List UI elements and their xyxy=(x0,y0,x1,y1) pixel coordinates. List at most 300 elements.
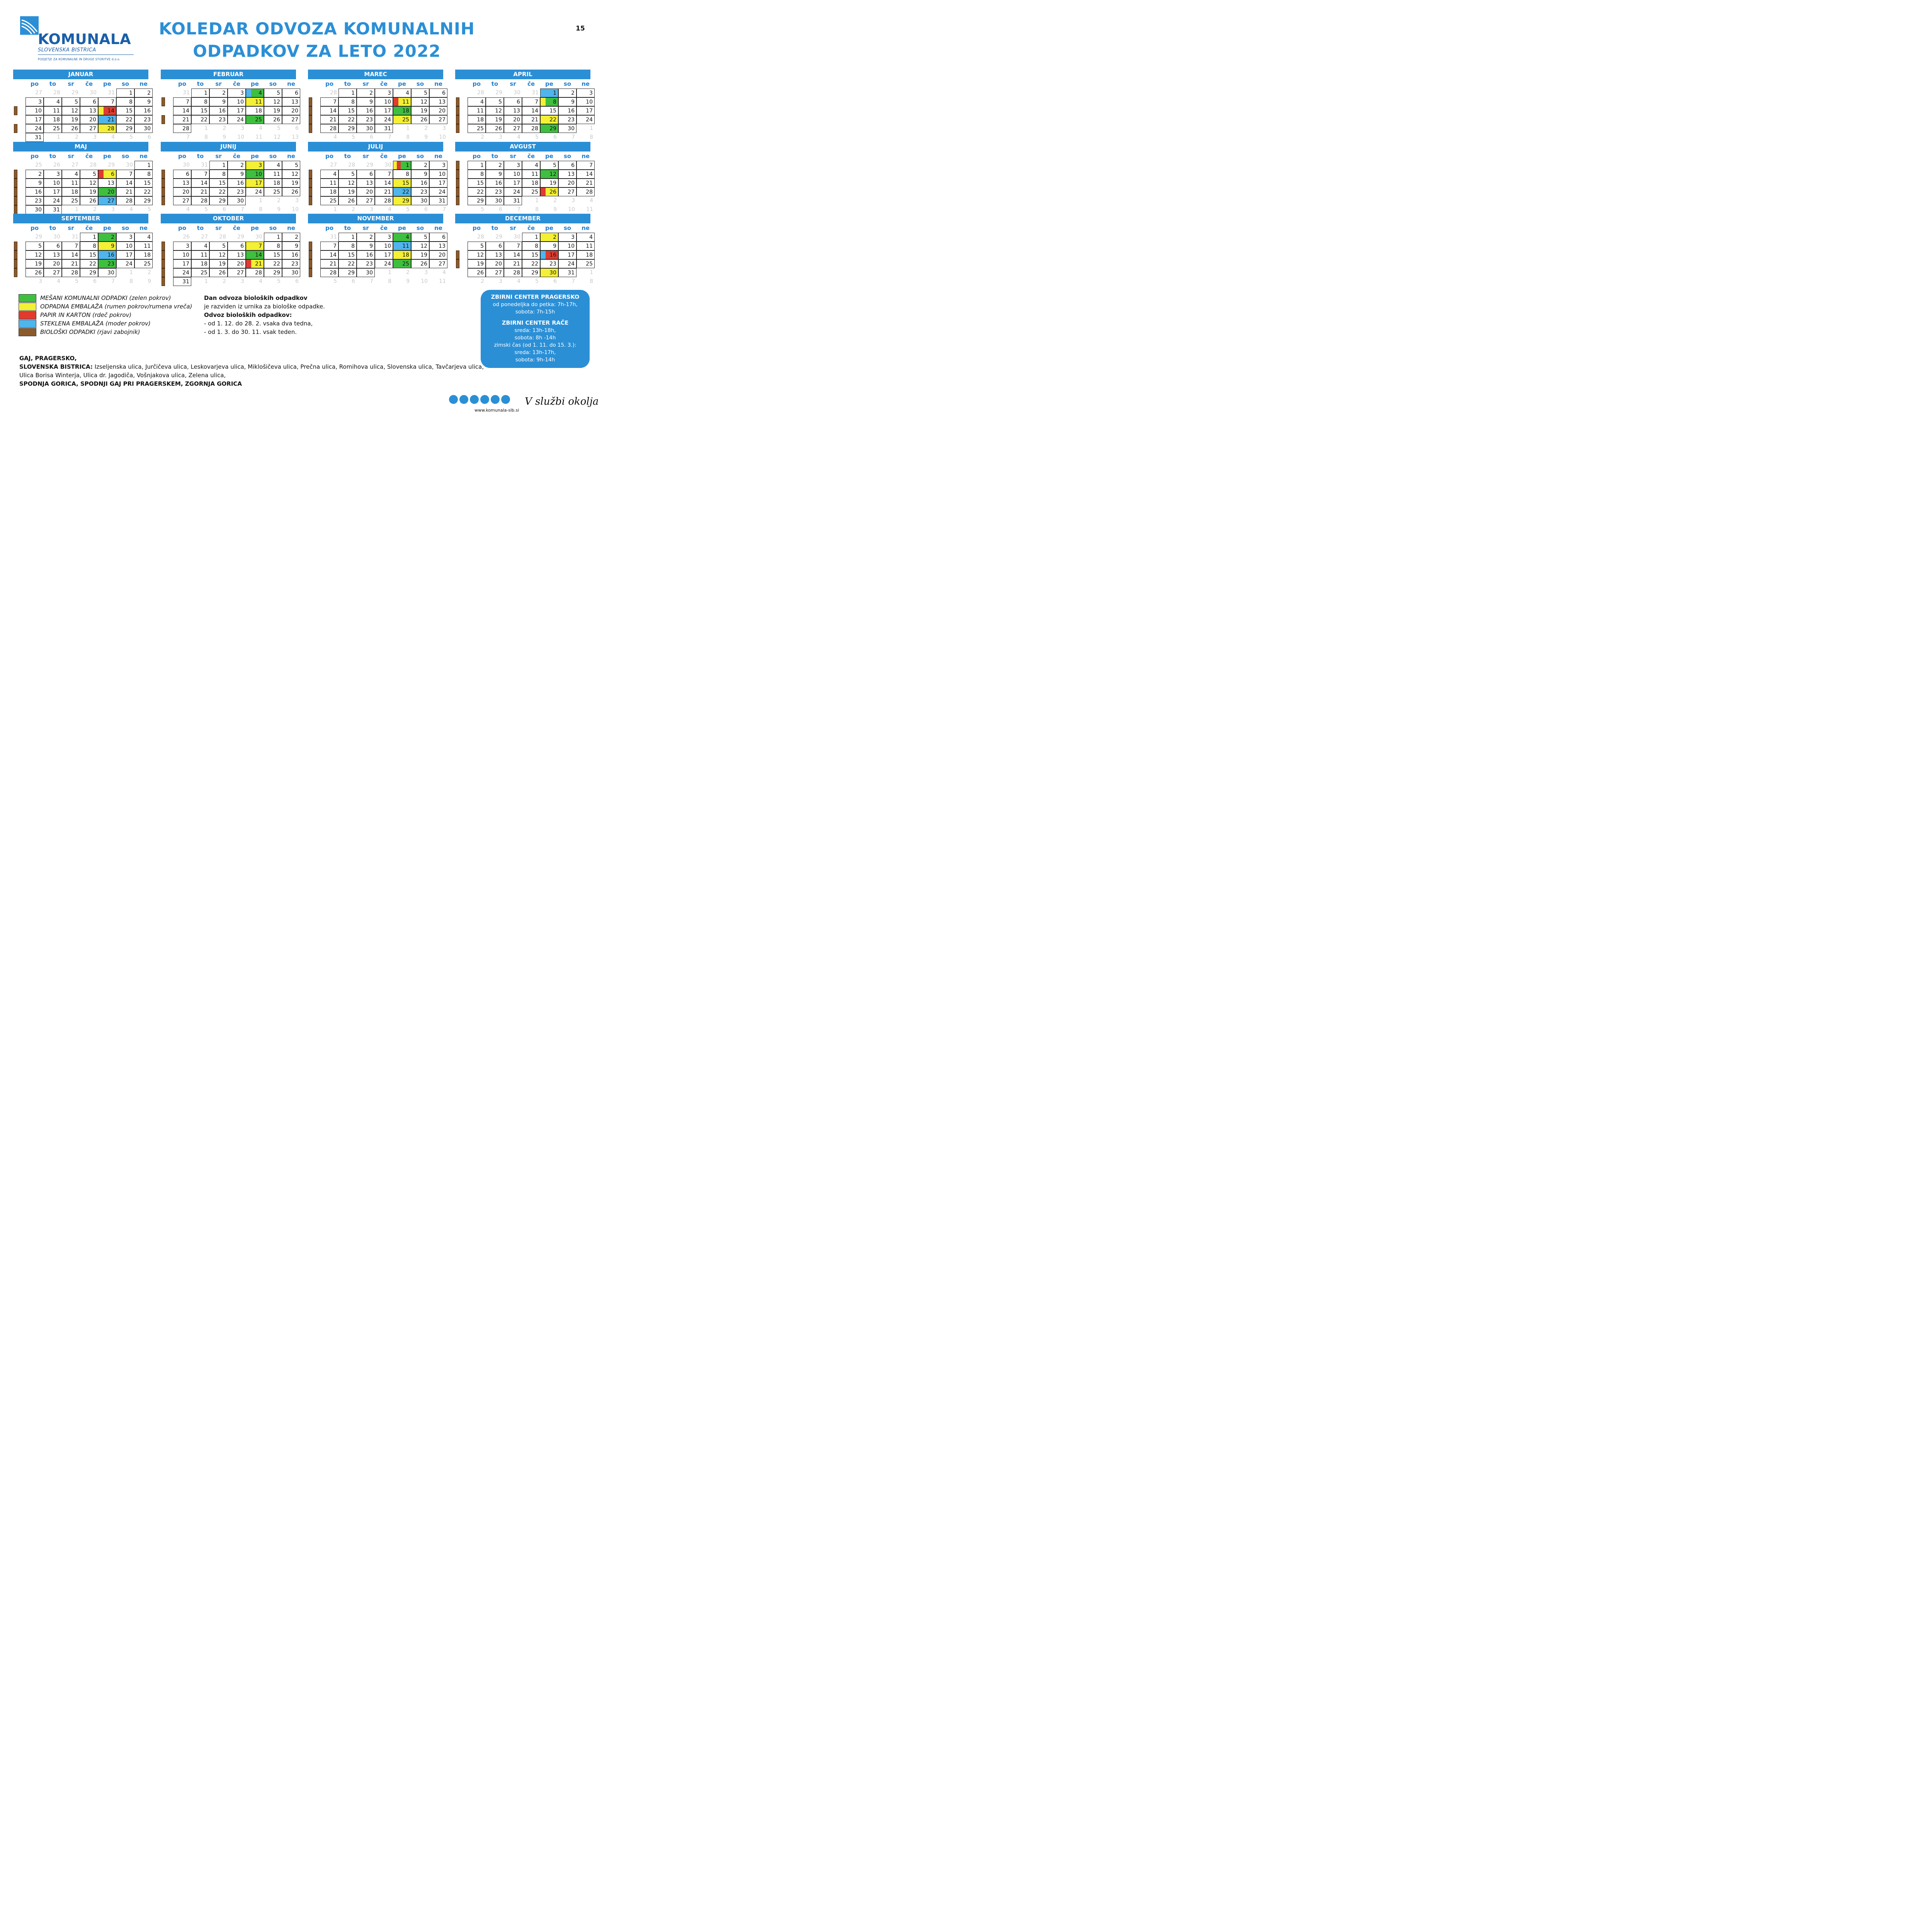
bio-waste-marker xyxy=(456,196,459,205)
calendar-day: 26 xyxy=(486,124,504,133)
calendar-day: 11 xyxy=(320,179,338,187)
calendar-day: 23 xyxy=(486,187,504,196)
calendar-day: 14 xyxy=(191,179,209,187)
weekday-sr: sr xyxy=(215,153,222,160)
weekday-header xyxy=(320,79,444,89)
weekday-header xyxy=(173,152,297,161)
calendar-day-outside: 5 xyxy=(204,206,208,213)
calendar-day: 13 xyxy=(504,106,522,115)
bio-waste-marker xyxy=(14,124,17,133)
weekday-pe: pe xyxy=(398,225,406,232)
weekday-sr: sr xyxy=(362,153,369,160)
month-title: DECEMBER xyxy=(455,214,590,223)
calendar-day: 5 xyxy=(540,161,558,170)
calendar-day-outside: 27 xyxy=(201,234,208,240)
calendar-day-outside: 3 xyxy=(499,134,502,140)
weekday-če: če xyxy=(527,153,535,160)
bio-waste-marker xyxy=(14,196,17,205)
calendar-day: 12 xyxy=(486,106,504,115)
centre-pragersko-hours-2: sobota: 7h-15h xyxy=(515,309,555,315)
calendar-day: 13 xyxy=(282,97,300,106)
weekday-header xyxy=(468,152,591,161)
calendar-day: 25 xyxy=(522,187,540,196)
water-icon xyxy=(470,395,479,404)
weekday-po: po xyxy=(472,80,481,87)
calendar-day: 21 xyxy=(246,259,264,268)
bus-icon xyxy=(480,395,489,404)
calendar-day-outside: 11 xyxy=(255,134,262,140)
calendar-day: 27 xyxy=(558,187,577,196)
weekday-če: če xyxy=(233,153,241,160)
calendar-day: 29 xyxy=(338,268,357,277)
calendar-day: 20 xyxy=(429,250,447,259)
calendar-day: 19 xyxy=(411,106,429,115)
calendar-day: 2 xyxy=(558,89,577,97)
calendar-day: 13 xyxy=(558,170,577,179)
address-line-2 xyxy=(19,363,484,370)
calendar-day: 1 xyxy=(191,89,209,97)
weekday-če: če xyxy=(527,225,535,232)
calendar-day: 8 xyxy=(540,97,558,106)
bio-waste-marker xyxy=(309,250,312,259)
calendar-day-outside: 7 xyxy=(111,278,115,284)
calendar-day: 29 xyxy=(264,268,282,277)
weekday-pe: pe xyxy=(103,80,111,87)
weekday-header xyxy=(468,79,591,89)
calendar-day-outside: 5 xyxy=(352,134,355,140)
collection-mark-blue xyxy=(541,251,546,259)
calendar-day-outside: 8 xyxy=(388,278,391,284)
calendar-day: 7 xyxy=(173,97,191,106)
calendar-day: 30 xyxy=(98,268,116,277)
calendar-day: 21 xyxy=(191,187,209,196)
calendar-day: 21 xyxy=(504,259,522,268)
calendar-day-outside: 4 xyxy=(57,278,60,284)
month-title: NOVEMBER xyxy=(308,214,443,223)
calendar-day: 25 xyxy=(320,196,338,205)
weekday-to: to xyxy=(49,80,56,87)
calendar-day: 17 xyxy=(429,179,447,187)
calendar-day-outside: 1 xyxy=(57,134,60,140)
calendar-day: 12 xyxy=(411,97,429,106)
calendar-day: 20 xyxy=(357,187,375,196)
calendar-day-outside: 1 xyxy=(75,206,78,213)
calendar-day: 20 xyxy=(504,115,522,124)
calendar-day: 19 xyxy=(486,115,504,124)
calendar-day-outside: 7 xyxy=(388,134,391,140)
calendar-day: 15 xyxy=(522,250,540,259)
calendar-day: 7 xyxy=(246,242,264,250)
calendar-day: 25 xyxy=(191,268,209,277)
calendar-day-outside: 3 xyxy=(295,197,299,204)
calendar-day: 29 xyxy=(540,124,558,133)
calendar-day-outside: 5 xyxy=(406,206,410,213)
calendar-day: 19 xyxy=(468,259,486,268)
calendar-day: 11 xyxy=(468,106,486,115)
calendar-day: 10 xyxy=(558,242,577,250)
bio-waste-marker xyxy=(14,205,17,214)
calendar-day: 17 xyxy=(375,250,393,259)
bio-waste-marker xyxy=(162,277,165,286)
calendar-day: 14 xyxy=(246,250,264,259)
bio-waste-marker xyxy=(309,124,312,133)
calendar-day-outside: 29 xyxy=(108,162,115,168)
weekday-ne: ne xyxy=(287,80,295,87)
calendar-day: 28 xyxy=(522,124,540,133)
calendar-day: 16 xyxy=(282,250,300,259)
weekday-pe: pe xyxy=(398,80,406,87)
calendar-day: 4 xyxy=(264,161,282,170)
calendar-day: 13 xyxy=(357,179,375,187)
calendar-day: 19 xyxy=(209,259,228,268)
calendar-day-outside: 28 xyxy=(330,90,337,96)
calendar-day: 20 xyxy=(486,259,504,268)
calendar-day: 2 xyxy=(540,233,558,242)
calendar-day-outside: 1 xyxy=(590,269,593,276)
weekday-to: to xyxy=(197,225,204,232)
bio-waste-marker xyxy=(456,179,459,187)
calendar-day: 21 xyxy=(62,259,80,268)
calendar-day: 6 xyxy=(173,170,191,179)
weekday-sr: sr xyxy=(215,80,222,87)
calendar-day: 26 xyxy=(540,187,558,196)
calendar-day: 4 xyxy=(134,233,153,242)
calendar-day: 4 xyxy=(44,97,62,106)
calendar-day-outside: 6 xyxy=(223,206,226,213)
bio-waste-marker xyxy=(162,259,165,268)
calendar-day: 18 xyxy=(264,179,282,187)
calendar-day-outside: 1 xyxy=(590,125,593,131)
calendar-day: 13 xyxy=(98,179,116,187)
calendar-day: 5 xyxy=(411,89,429,97)
calendar-day-outside: 8 xyxy=(535,206,539,213)
weekday-pe: pe xyxy=(251,80,259,87)
calendar-day: 29 xyxy=(338,124,357,133)
calendar-day: 25 xyxy=(44,124,62,133)
calendar-day: 2 xyxy=(26,170,44,179)
calendar-day-outside: 30 xyxy=(514,90,520,96)
calendar-day-outside: 1 xyxy=(535,197,539,204)
calendar-day-outside: 29 xyxy=(495,234,502,240)
calendar-day: 18 xyxy=(44,115,62,124)
calendar-day: 10 xyxy=(26,106,44,115)
weekday-header xyxy=(173,223,297,233)
weekday-so: so xyxy=(121,153,129,160)
calendar-day: 18 xyxy=(393,106,411,115)
calendar-day-outside: 28 xyxy=(53,90,60,96)
month-januar xyxy=(13,70,151,141)
calendar-day: 23 xyxy=(357,259,375,268)
logo-description: PODJETJE ZA KOMUNALNE IN DRUGE STORITVE d.o.o. xyxy=(38,58,121,61)
calendar-day-outside: 31 xyxy=(71,234,78,240)
weekday-sr: sr xyxy=(68,225,74,232)
address-line-2-bold: SLOVENSKA BISTRICA: xyxy=(19,363,93,370)
calendar-day: 13 xyxy=(173,179,191,187)
calendar-day-outside: 30 xyxy=(183,162,190,168)
calendar-day: 24 xyxy=(504,187,522,196)
calendar-day: 12 xyxy=(80,179,98,187)
calendar-day: 12 xyxy=(26,250,44,259)
weekday-header xyxy=(26,79,149,89)
calendar-day-outside: 4 xyxy=(442,269,446,276)
footer-url[interactable]: www.komunala-slb.si xyxy=(474,408,519,413)
calendar-day: 16 xyxy=(357,106,375,115)
calendar-day-outside: 28 xyxy=(90,162,97,168)
calendar-day: 30 xyxy=(540,268,558,277)
calendar-day: 29 xyxy=(116,124,134,133)
calendar-day: 9 xyxy=(486,170,504,179)
calendar-day: 26 xyxy=(209,268,228,277)
logo-subtitle: SLOVENSKA BISTRICA xyxy=(38,47,96,53)
calendar-day-outside: 1 xyxy=(204,125,208,131)
weekday-ne: ne xyxy=(434,153,442,160)
calendar-day-outside: 4 xyxy=(333,134,337,140)
calendar-day: 10 xyxy=(577,97,595,106)
calendar-day-outside: 4 xyxy=(186,206,190,213)
calendar-day: 25 xyxy=(468,124,486,133)
calendar-day: 24 xyxy=(577,115,595,124)
legend-swatch-brown xyxy=(19,328,36,336)
calendar-day: 17 xyxy=(558,250,577,259)
calendar-day: 8 xyxy=(209,170,228,179)
calendar-day: 29 xyxy=(209,196,228,205)
address-line-1: GAJ, PRAGERSKO, xyxy=(19,355,77,362)
calendar-day: 25 xyxy=(393,259,411,268)
calendar-day-outside: 6 xyxy=(352,278,355,284)
calendar-day-outside: 6 xyxy=(370,134,373,140)
bio-waste-marker xyxy=(456,170,459,179)
calendar-day: 2 xyxy=(209,89,228,97)
calendar-day-outside: 29 xyxy=(71,90,78,96)
calendar-day: 17 xyxy=(504,179,522,187)
calendar-day: 12 xyxy=(62,106,80,115)
weekday-so: so xyxy=(269,225,277,232)
calendar-day-outside: 2 xyxy=(93,206,97,213)
calendar-day-outside: 30 xyxy=(514,234,520,240)
calendar-day: 7 xyxy=(191,170,209,179)
calendar-day-outside: 3 xyxy=(499,278,502,284)
legend-label: BIOLOŠKI ODPADKI (rjavi zabojnik) xyxy=(40,329,140,335)
info-heading-2: Odvoz bioloških odpadkov: xyxy=(204,312,292,318)
month-title: JULIJ xyxy=(308,142,443,152)
calendar-day: 19 xyxy=(80,187,98,196)
calendar-day: 27 xyxy=(486,268,504,277)
calendar-day: 19 xyxy=(338,187,357,196)
calendar-day: 4 xyxy=(393,233,411,242)
calendar-day: 9 xyxy=(411,170,429,179)
calendar-day: 4 xyxy=(320,170,338,179)
calendar-day: 29 xyxy=(522,268,540,277)
calendar-day-outside: 6 xyxy=(424,206,428,213)
calendar-day: 4 xyxy=(191,242,209,250)
calendar-day: 4 xyxy=(246,89,264,97)
weekday-po: po xyxy=(178,80,187,87)
calendar-day: 28 xyxy=(116,196,134,205)
calendar-day-outside: 28 xyxy=(348,162,355,168)
weekday-so: so xyxy=(563,80,571,87)
calendar-day: 21 xyxy=(98,115,116,124)
calendar-day: 13 xyxy=(429,242,447,250)
calendar-day: 23 xyxy=(411,187,429,196)
calendar-day: 17 xyxy=(26,115,44,124)
calendar-day-outside: 7 xyxy=(186,134,190,140)
calendar-day-outside: 11 xyxy=(586,206,593,213)
calendar-day: 12 xyxy=(282,170,300,179)
calendar-day: 8 xyxy=(134,170,153,179)
bio-waste-marker xyxy=(14,106,17,115)
calendar-day: 20 xyxy=(44,259,62,268)
calendar-day: 24 xyxy=(375,115,393,124)
calendar-day: 27 xyxy=(429,115,447,124)
calendar-day: 22 xyxy=(116,115,134,124)
weekday-to: to xyxy=(344,153,351,160)
calendar-day: 6 xyxy=(80,97,98,106)
page-title-line1: KOLEDAR ODVOZA KOMUNALNIH xyxy=(159,19,475,39)
weekday-to: to xyxy=(49,225,56,232)
calendar-day: 21 xyxy=(116,187,134,196)
calendar-day: 9 xyxy=(558,97,577,106)
calendar-day-outside: 9 xyxy=(553,206,557,213)
calendar-day: 22 xyxy=(209,187,228,196)
month-title: JANUAR xyxy=(13,70,148,79)
calendar-day: 3 xyxy=(558,233,577,242)
calendar-day: 21 xyxy=(522,115,540,124)
calendar-day: 5 xyxy=(62,97,80,106)
calendar-day: 25 xyxy=(62,196,80,205)
calendar-day-outside: 5 xyxy=(535,278,539,284)
calendar-day: 8 xyxy=(80,242,98,250)
calendar-day: 10 xyxy=(429,170,447,179)
calendar-day: 27 xyxy=(80,124,98,133)
calendar-day: 16 xyxy=(558,106,577,115)
calendar-day: 8 xyxy=(338,242,357,250)
calendar-day-outside: 1 xyxy=(333,206,337,213)
legend-label: MEŠANI KOMUNALNI ODPADKI (zelen pokrov) xyxy=(40,295,171,301)
calendar-day: 5 xyxy=(80,170,98,179)
calendar-day: 15 xyxy=(209,179,228,187)
calendar-day: 27 xyxy=(98,196,116,205)
calendar-day-outside: 5 xyxy=(535,134,539,140)
calendar-day: 25 xyxy=(393,115,411,124)
calendar-day-outside: 2 xyxy=(277,197,281,204)
calendar-day: 12 xyxy=(411,242,429,250)
calendar-day-outside: 8 xyxy=(204,134,208,140)
calendar-day: 19 xyxy=(26,259,44,268)
centre-race-hours-4: sreda: 13h-17h, xyxy=(514,349,556,356)
calendar-day-outside: 9 xyxy=(148,278,151,284)
calendar-day: 13 xyxy=(80,106,98,115)
calendar-day: 20 xyxy=(173,187,191,196)
calendar-day-outside: 30 xyxy=(90,90,97,96)
calendar-day: 9 xyxy=(209,97,228,106)
calendar-day-outside: 7 xyxy=(442,206,446,213)
calendar-day: 4 xyxy=(468,97,486,106)
calendar-day: 31 xyxy=(44,205,62,214)
centre-race-hours-2: sobota: 8h -14h xyxy=(514,335,556,341)
calendar-day: 6 xyxy=(558,161,577,170)
calendar-day: 11 xyxy=(522,170,540,179)
calendar-day: 28 xyxy=(191,196,209,205)
weekday-so: so xyxy=(269,80,277,87)
centre-pragersko-hours-1: od ponedeljka do petka: 7h-17h, xyxy=(493,301,578,308)
calendar-day: 30 xyxy=(486,196,504,205)
weekday-ne: ne xyxy=(287,225,295,232)
calendar-day-outside: 29 xyxy=(35,234,42,240)
page-number: 15 xyxy=(576,25,585,32)
calendar-day: 31 xyxy=(173,277,191,286)
legend-swatch-green xyxy=(19,294,36,302)
calendar-day: 15 xyxy=(264,250,282,259)
calendar-day: 17 xyxy=(173,259,191,268)
calendar-day: 15 xyxy=(338,250,357,259)
calendar-day: 11 xyxy=(264,170,282,179)
info-text-3: - od 1. 3. do 30. 11. vsak teden. xyxy=(204,329,297,335)
bio-waste-marker xyxy=(162,196,165,205)
collection-mark-red xyxy=(99,170,104,178)
calendar-day-outside: 7 xyxy=(571,134,575,140)
bio-waste-marker xyxy=(309,97,312,106)
calendar-day: 1 xyxy=(209,161,228,170)
month-maj xyxy=(13,142,151,213)
building-icon xyxy=(501,395,510,404)
weekday-sr: sr xyxy=(68,80,74,87)
month-title: JUNIJ xyxy=(161,142,296,152)
month-julij xyxy=(308,142,446,213)
calendar-day-outside: 4 xyxy=(517,278,520,284)
calendar-day: 18 xyxy=(134,250,153,259)
calendar-day: 22 xyxy=(540,115,558,124)
calendar-day: 22 xyxy=(264,259,282,268)
calendar-day: 26 xyxy=(80,196,98,205)
calendar-day: 14 xyxy=(504,250,522,259)
calendar-day: 24 xyxy=(173,268,191,277)
tree-icon xyxy=(491,395,500,404)
weekday-header xyxy=(320,152,444,161)
calendar-day-outside: 27 xyxy=(71,162,78,168)
weekday-sr: sr xyxy=(215,225,222,232)
weekday-če: če xyxy=(527,80,535,87)
collection-mark-red xyxy=(541,188,546,196)
legend-swatch-yellow xyxy=(19,303,36,311)
calendar-day: 23 xyxy=(540,259,558,268)
calendar-day-outside: 30 xyxy=(384,162,391,168)
calendar-day: 15 xyxy=(393,179,411,187)
centre-race-title: ZBIRNI CENTER RAČE xyxy=(502,320,569,326)
calendar-day: 6 xyxy=(228,242,246,250)
bio-waste-marker xyxy=(14,259,17,268)
month-junij xyxy=(161,142,299,213)
calendar-day-outside: 8 xyxy=(590,134,593,140)
calendar-day: 23 xyxy=(228,187,246,196)
calendar-day: 19 xyxy=(62,115,80,124)
calendar-day: 1 xyxy=(540,89,558,97)
calendar-day-outside: 2 xyxy=(148,269,151,276)
calendar-day: 26 xyxy=(411,259,429,268)
calendar-day: 1 xyxy=(338,89,357,97)
legend-swatch-red xyxy=(19,311,36,319)
calendar-day: 30 xyxy=(282,268,300,277)
calendar-day: 20 xyxy=(558,179,577,187)
bio-waste-marker xyxy=(162,97,165,106)
calendar-day-outside: 5 xyxy=(277,125,281,131)
weekday-po: po xyxy=(178,225,187,232)
weekday-sr: sr xyxy=(68,153,74,160)
calendar-day: 27 xyxy=(173,196,191,205)
calendar-day: 2 xyxy=(228,161,246,170)
calendar-day-outside: 29 xyxy=(495,90,502,96)
calendar-day: 2 xyxy=(357,233,375,242)
calendar-day: 29 xyxy=(134,196,153,205)
